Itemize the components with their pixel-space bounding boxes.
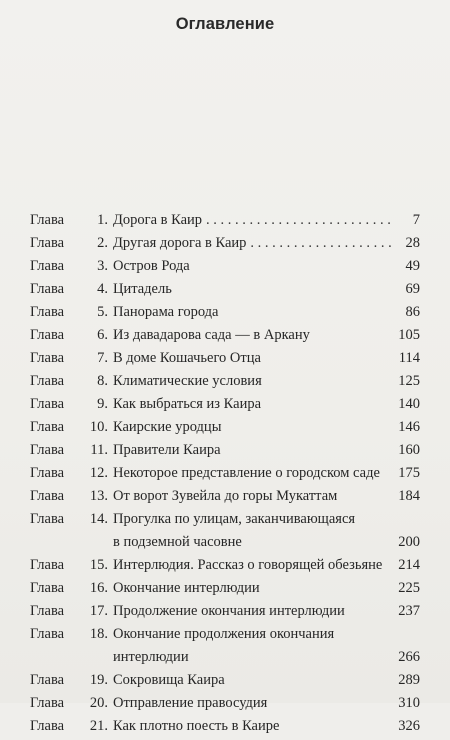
chapter-word: Глава [30,235,65,251]
toc-entry [30,303,420,322]
chapter-title-block [108,717,420,736]
page-number: 184 [398,488,420,504]
chapter-title-block [108,510,420,552]
chapter-title-block [108,602,420,621]
chapter-number: 5. [97,304,108,320]
chapter-title: В доме Кошачьего Отца [113,350,261,366]
chapter-title: Дорога в Каир [113,212,203,228]
toc-entry [30,487,420,506]
chapter-title-line [113,579,420,598]
chapter-title: Каирские уродцы [113,419,222,435]
page-number: 289 [398,672,420,688]
chapter-number: 4. [97,281,108,297]
chapter-title: Из давадарова сада — в Аркану [113,327,310,343]
page-number: 175 [398,465,420,481]
chapter-title-block [108,395,420,414]
chapter-title-block [108,625,420,667]
chapter-title-block [108,257,420,276]
chapter-number: 7. [97,350,108,366]
chapter-title-block [108,464,420,483]
chapter-word: Глава [30,511,65,527]
dot-leader [206,211,394,230]
toc-entry [30,671,420,690]
chapter-number: 15. [89,557,108,573]
chapter-word: Глава [30,626,65,642]
chapter-title: Сокровища Каира [113,672,225,688]
page-number: 105 [398,327,420,343]
chapter-title: Интерлюдия. Рассказ о говорящей обезьяне [113,557,383,573]
chapter-title: Окончание интерлюдии [113,580,260,596]
chapter-title-block [108,579,420,598]
chapter-word: Глава [30,419,65,435]
chapter-word: Глава [30,281,65,297]
chapter-number: 8. [97,373,108,389]
chapter-word: Глава [30,212,65,228]
chapter-number: 14. [89,511,108,527]
chapter-title-block [108,211,420,230]
chapter-word: Глава [30,304,65,320]
toc-entry [30,395,420,414]
page-number: 237 [398,603,420,619]
chapter-title: От ворот Зувейла до горы Мукаттам [113,488,338,504]
chapter-title-line [113,464,420,483]
page-number: 86 [405,304,420,320]
chapter-number: 6. [97,327,108,343]
chapter-title: Правители Каира [113,442,221,458]
chapter-title-line [113,533,420,552]
chapter-title-line [113,648,420,667]
chapter-title-line [113,257,420,276]
chapter-title-block [108,280,420,299]
page-number: 266 [398,649,420,665]
page-number: 140 [398,396,420,412]
page-number: 7 [412,212,420,228]
toc-entry [30,625,420,667]
chapter-title: Некоторое представление о городском саде [113,465,380,481]
chapter-word: Глава [30,557,65,573]
chapter-title-block [108,418,420,437]
page-number: 125 [398,373,420,389]
chapter-number: 3. [97,258,108,274]
chapter-title: Окончание продолжения окончания [113,626,335,642]
chapter-title-line [113,211,420,230]
toc-entry [30,234,420,253]
chapter-word: Глава [30,603,65,619]
chapter-number: 12. [89,465,108,481]
chapter-number: 17. [89,603,108,619]
dot-leader [250,234,394,253]
chapter-number: 1. [97,212,108,228]
toc-entry [30,257,420,276]
toc-entry [30,326,420,345]
toc-entry [30,349,420,368]
chapter-number: 19. [89,672,108,688]
chapter-title-block [108,694,420,713]
chapter-title-line [113,487,420,506]
chapter-title-line [113,602,420,621]
chapter-title-line [113,717,420,736]
chapter-number: 20. [89,695,108,711]
page-number: 326 [398,718,420,734]
page-number: 310 [398,695,420,711]
chapter-word: Глава [30,373,65,389]
chapter-title-block [108,303,420,322]
chapter-word: Глава [30,672,65,688]
page-number: 225 [398,580,420,596]
chapter-title-line [113,556,420,575]
page-number: 114 [398,350,420,366]
chapter-number: 21. [89,718,108,734]
chapter-title-block [108,349,420,368]
chapter-number: 11. [90,442,108,458]
toc-entry [30,211,420,230]
page-number: 146 [398,419,420,435]
toc-entry [30,510,420,552]
toc-entry [30,372,420,391]
chapter-title: в подземной часовне [113,534,242,550]
chapter-title: Продолжение окончания интерлюдии [113,603,345,619]
chapter-title-line [113,441,420,460]
chapter-title-line [113,625,420,644]
page-number: 69 [405,281,420,297]
chapter-number: 9. [97,396,108,412]
toc-entry [30,441,420,460]
page-number: 214 [398,557,420,573]
chapter-title: Панорама города [113,304,219,320]
chapter-word: Глава [30,718,65,734]
toc-entry [30,556,420,575]
chapter-title: Как плотно поесть в Каире [113,718,280,734]
chapter-title: Климатические условия [113,373,262,389]
chapter-title-line [113,234,420,253]
toc-entry [30,717,420,736]
chapter-number: 2. [97,235,108,251]
chapter-title: Остров Рода [113,258,190,274]
chapter-number: 10. [89,419,108,435]
chapter-number: 13. [89,488,108,504]
chapter-title: Другая дорога в Каир [113,235,247,251]
toc-entry [30,602,420,621]
chapter-title: Как выбраться из Каира [113,396,262,412]
chapter-title-line [113,372,420,391]
chapter-title-line [113,326,420,345]
chapter-title-block [108,441,420,460]
chapter-title-line [113,303,420,322]
chapter-word: Глава [30,465,65,481]
chapter-word: Глава [30,695,65,711]
page-number: 28 [405,235,420,251]
chapter-word: Глава [30,580,65,596]
toc-entry [30,694,420,713]
chapter-number: 16. [89,580,108,596]
page-number: 200 [398,534,420,550]
page-number: 160 [398,442,420,458]
chapter-title-line [113,349,420,368]
chapter-title: Прогулка по улицам, заканчивающаяся [113,511,356,527]
chapter-title-block [108,487,420,506]
toc-entry [30,280,420,299]
chapter-number: 18. [89,626,108,642]
chapter-title: Цитадель [113,281,172,297]
chapter-title-line [113,510,420,529]
page-title: Оглавление [175,15,275,33]
chapter-word: Глава [30,396,65,412]
table-of-contents [30,211,420,740]
chapter-title-block [108,556,420,575]
chapter-word: Глава [30,258,65,274]
chapter-word: Глава [30,442,65,458]
chapter-title-block [108,234,420,253]
chapter-title-line [113,418,420,437]
chapter-title-block [108,372,420,391]
chapter-title-block [108,671,420,690]
chapter-title-line [113,280,420,299]
toc-entry [30,418,420,437]
chapter-title-line [113,694,420,713]
toc-entry [30,579,420,598]
chapter-title: Отправление правосудия [113,695,268,711]
chapter-word: Глава [30,350,65,366]
chapter-title-line [113,671,420,690]
chapter-word: Глава [30,488,65,504]
chapter-word: Глава [30,327,65,343]
chapter-title-block [108,326,420,345]
page-number: 49 [405,258,420,274]
toc-entry [30,464,420,483]
chapter-title: интерлюдии [113,649,189,665]
chapter-title-line [113,395,420,414]
